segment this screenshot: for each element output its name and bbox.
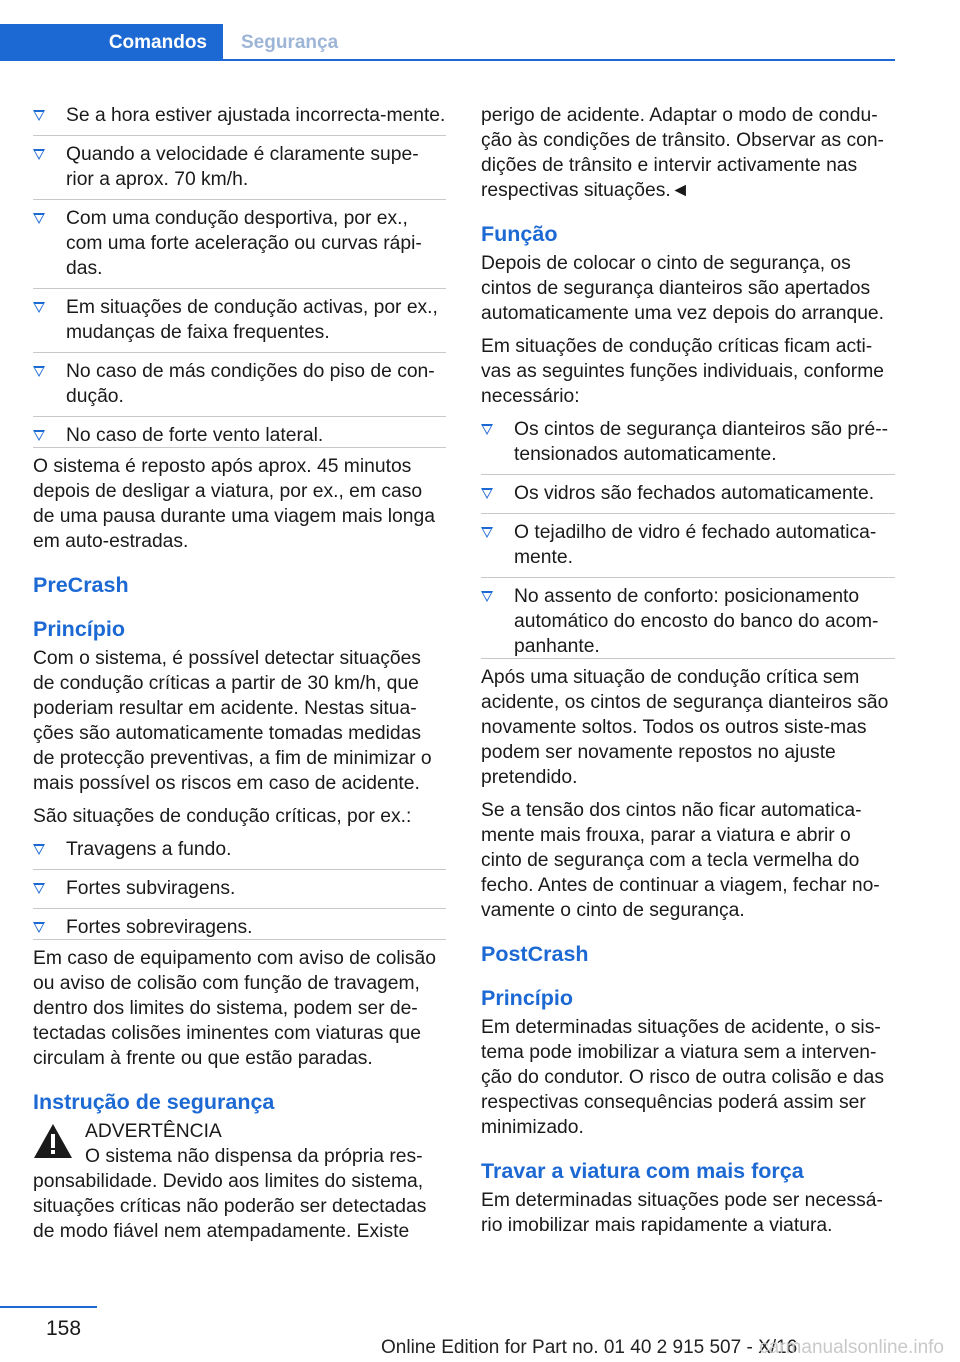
list-item: Os cintos de segurança dianteiros são pré--tensionados automaticamente. [481, 417, 895, 475]
list-item: Quando a velocidade é claramente supe-rior a aprox. 70 km/h. [33, 142, 446, 200]
list-item: Com uma condução desportiva, por ex., com uma forte aceleração ou curvas rápi-das. [33, 206, 446, 289]
header-tabs [0, 24, 895, 61]
header-divider [0, 59, 895, 61]
warning-text: O sistema não dispensa da própria res-ponsabilidade. Devido aos limites do sistema, situações críticas não poderão ser detectadas de modo fiável nem atempadamente. Existe [33, 1146, 427, 1242]
continuation-paragraph: perigo de acidente. Adaptar o modo de condu-ção às condições de trânsito. Observar as con-dições de trânsito e intervir activamente nas respectivas situações.◄ [481, 105, 884, 201]
functions-intro: Em situações de condução críticas ficam acti-vas as seguintes funções individuais, conforme necessário: [481, 336, 884, 407]
triangle-bullet-icon [33, 110, 45, 121]
warning-icon [33, 1123, 73, 1159]
list-item: O tejadilho de vidro é fechado automatica-mente. [481, 520, 895, 578]
principio-heading: Princípio [481, 986, 573, 1010]
list-item: No caso de más condições do piso de con-dução. [33, 359, 446, 417]
triangle-bullet-icon [33, 844, 45, 855]
triangle-bullet-icon [33, 213, 45, 224]
list-item: No caso de forte vento lateral. [33, 423, 446, 448]
principio-paragraph: Com o sistema, é possível detectar situações de condução críticas a partir de 30 km/h, que poderiam resultar em acidente. Nestas situa-ções são automaticamente tomadas medidas de protecção preventivas, a fim de minimizar o mais possível os riscos em caso de acidente. [33, 648, 432, 794]
list-item: Se a hora estiver ajustada incorrecta-mente. [33, 103, 446, 136]
critical-list [33, 837, 446, 940]
principio-heading: Princípio [33, 617, 125, 641]
travar-paragraph: Em determinadas situações pode ser necessá-rio imobilizar mais rapidamente a viatura. [481, 1190, 883, 1236]
list-item: Travagens a fundo. [33, 837, 446, 870]
page-number: 158 [46, 1317, 82, 1340]
triangle-bullet-icon [33, 366, 45, 377]
left-column [33, 103, 446, 1252]
tab-comandos[interactable]: Comandos [0, 24, 223, 61]
right-column [481, 103, 895, 1246]
list-item: Fortes subviragens. [33, 876, 446, 909]
list-item: Os vidros são fechados automaticamente. [481, 481, 895, 514]
safety-heading: Instrução de segurança [33, 1090, 275, 1114]
tab-seguranca[interactable]: Segurança [241, 31, 339, 53]
triangle-bullet-icon [33, 302, 45, 313]
belt-release-paragraph: Se a tensão dos cintos não ficar automatica-mente mais frouxa, parar a viatura e abrir o cinto de segurança com a tecla vermelha do fecho. Antes de continuar a viagem, fechar no-vamente o cinto de segurança. [481, 800, 880, 921]
warning-title: ADVERTÊNCIA [85, 1121, 222, 1142]
triangle-bullet-icon [481, 424, 493, 435]
collision-paragraph: Em caso de equipamento com aviso de colisão ou aviso de colisão com função de travagem, dentro dos limites do sistema, podem ser de-tectadas colisões iminentes com viaturas que circulam à frente ou que estão paradas. [33, 948, 436, 1069]
postcrash-paragraph: Em determinadas situações de acidente, o sis-tema pode imobilizar a viatura sem a interven-ção do condutor. O risco de outra colisão e das respectivas consequências poderá assim ser minimizado. [481, 1017, 885, 1138]
after-critical-paragraph: Após uma situação de condução crítica sem acidente, os cintos de segurança dianteiros são novamente soltos. Todos os outros siste-mas podem ser novamente repostos no ajuste pretendido. [481, 667, 889, 788]
triangle-bullet-icon [33, 430, 45, 441]
list-item: Em situações de condução activas, por ex., mudanças de faixa frequentes. [33, 295, 446, 353]
footer-divider [0, 1306, 97, 1308]
reset-paragraph: O sistema é reposto após aprox. 45 minutos depois de desligar a viatura, por ex., em caso de uma pausa durante uma viagem mais longa em auto-estradas. [33, 456, 435, 552]
list-item: Fortes sobreviragens. [33, 915, 446, 940]
funcao-heading: Função [481, 222, 558, 246]
funcao-paragraph: Depois de colocar o cinto de segurança, os cintos de segurança dianteiros são apertados automaticamente uma vez depois do arranque. [481, 253, 885, 324]
triangle-bullet-icon [33, 922, 45, 933]
conditions-list [33, 103, 446, 448]
watermark: carmanualsonline.info [759, 1337, 944, 1358]
warning-block [33, 1119, 446, 1144]
online-edition-text: Online Edition for Part no. 01 40 2 915 507 - X/16 [381, 1337, 798, 1358]
critical-intro: São situações de condução críticas, por ex.: [33, 806, 412, 827]
precrash-heading: PreCrash [33, 573, 129, 597]
triangle-bullet-icon [33, 883, 45, 894]
functions-list [481, 417, 895, 659]
triangle-bullet-icon [481, 527, 493, 538]
list-item: No assento de conforto: posicionamento automático do encosto do banco do acom-panhante. [481, 584, 895, 659]
triangle-bullet-icon [33, 149, 45, 160]
triangle-bullet-icon [481, 591, 493, 602]
triangle-bullet-icon [481, 488, 493, 499]
postcrash-heading: PostCrash [481, 942, 589, 966]
travar-heading: Travar a viatura com mais força [481, 1159, 804, 1183]
